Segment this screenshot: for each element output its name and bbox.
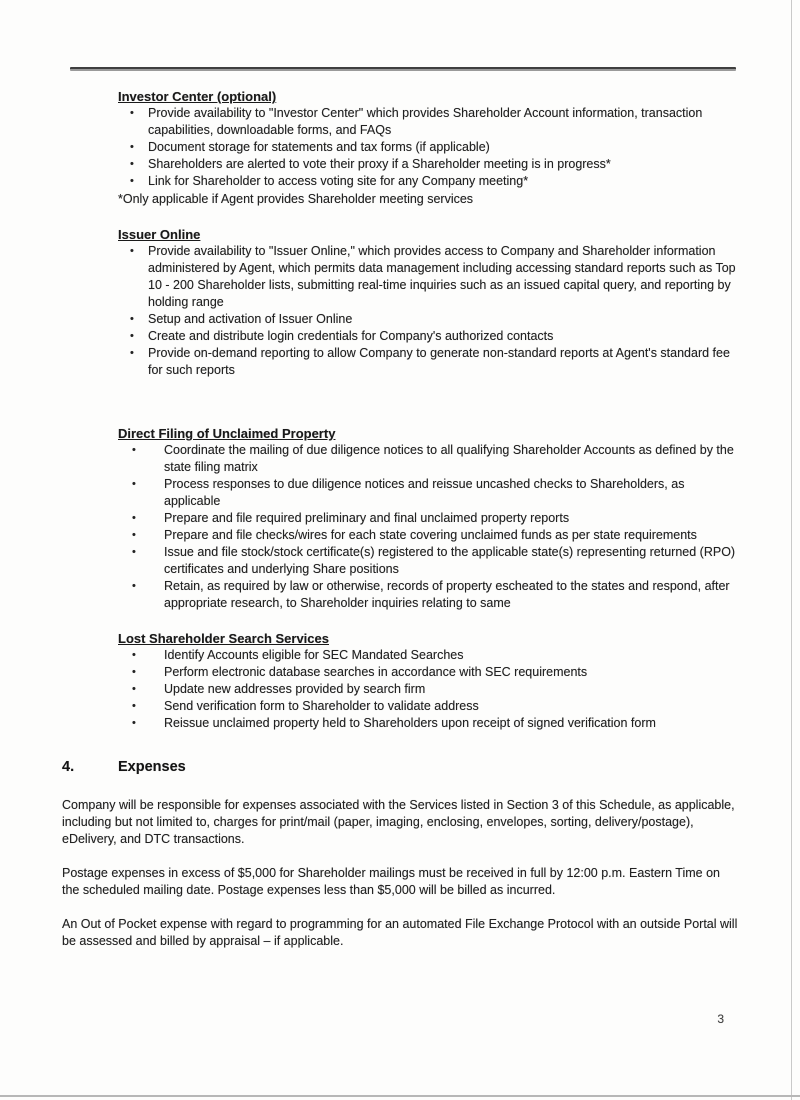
list-item — [118, 173, 737, 190]
bullet-icon: • — [130, 141, 134, 153]
bullet-icon: • — [130, 245, 134, 257]
bullet-icon: • — [132, 649, 136, 661]
list-item — [118, 698, 737, 715]
bullet-list — [118, 243, 737, 379]
bullet-icon: • — [130, 175, 134, 187]
spacer — [62, 612, 738, 630]
list-item — [118, 544, 737, 578]
list-item — [118, 105, 737, 139]
list-item — [118, 476, 737, 510]
list-item — [118, 328, 737, 345]
bullet-icon: • — [132, 717, 136, 729]
section-heading: Issuer Online — [118, 227, 201, 242]
paragraph: An Out of Pocket expense with regard to programming for an automated File Exchange Protocol with an outside Portal will be assessed and billed by appraisal – if applicable. — [62, 917, 738, 948]
spacer — [62, 379, 738, 425]
section-heading: Investor Center (optional) — [118, 89, 277, 104]
paragraph: Postage expenses in excess of $5,000 for Shareholder mailings must be received in full by 12:00 p.m. Eastern Time on the scheduled mailing date. Postage expenses less than $5,000 will be billed as incurred. — [62, 866, 721, 897]
bullet-icon: • — [132, 529, 136, 541]
list-item — [118, 715, 737, 732]
bullet-icon: • — [132, 580, 136, 592]
bullet-text: Shareholders are alerted to vote their proxy if a Shareholder meeting is in progress* — [148, 157, 611, 171]
bullet-text: Process responses to due diligence notices and reissue uncashed checks to Shareholders, as applicable — [164, 477, 685, 508]
list-item — [118, 156, 737, 173]
scan-edge-right — [791, 0, 792, 1100]
bullet-list — [118, 647, 737, 732]
bullet-text: Provide on-demand reporting to allow Company to generate non-standard reports at Agent's standard fee for such reports — [148, 346, 730, 377]
bullet-list — [118, 442, 737, 612]
section-lost-shareholder — [118, 630, 737, 732]
bullet-text: Prepare and file required preliminary and final unclaimed property reports — [164, 511, 570, 525]
bullet-text: Identify Accounts eligible for SEC Mandated Searches — [164, 648, 464, 662]
bullet-text: Coordinate the mailing of due diligence notices to all qualifying Shareholder Accounts as defined by the state filing matrix — [164, 443, 734, 474]
bullet-text: Send verification form to Shareholder to validate address — [164, 699, 479, 713]
bullet-icon: • — [132, 666, 136, 678]
section-footnote: *Only applicable if Agent provides Shareholder meeting services — [118, 192, 474, 206]
expenses-heading — [62, 759, 738, 776]
bullet-text: Update new addresses provided by search firm — [164, 682, 426, 696]
bullet-text: Provide availability to "Investor Center" which provides Shareholder Account information, transaction capabilities, downloadable forms, and FAQs — [148, 106, 703, 137]
list-item — [118, 527, 737, 544]
bullet-icon: • — [132, 512, 136, 524]
bullet-text: Document storage for statements and tax forms (if applicable) — [148, 140, 490, 154]
section-investor-center — [118, 88, 737, 208]
document-content — [62, 88, 738, 967]
bullet-text: Link for Shareholder to access voting site for any Company meeting* — [148, 174, 529, 188]
section-direct-filing — [118, 425, 737, 612]
bullet-text: Prepare and file checks/wires for each state covering unclaimed funds as per state requirements — [164, 528, 697, 542]
expenses-heading-number: 4. — [62, 759, 75, 775]
page-number: 3 — [717, 1012, 724, 1026]
bullet-icon: • — [130, 330, 134, 342]
list-item — [118, 243, 737, 311]
bullet-text: Create and distribute login credentials for Company's authorized contacts — [148, 329, 554, 343]
scan-edge-bottom — [0, 1095, 800, 1097]
list-item — [118, 681, 737, 698]
paragraph: Company will be responsible for expenses associated with the Services listed in Section 3 of this Schedule, as applicable, including but not limited to, charges for print/mail (paper, imaging, enclosing, envelopes, sorting, delivery/postage), eDelivery, and DTC transactions. — [62, 798, 735, 846]
list-item — [118, 442, 737, 476]
list-item — [118, 139, 737, 156]
list-item — [118, 510, 737, 527]
list-item — [118, 311, 737, 328]
section-heading: Direct Filing of Unclaimed Property — [118, 426, 336, 441]
bullet-text: Retain, as required by law or otherwise, records of property escheated to the states and respond, after appropriate research, to Shareholder inquiries relating to same — [164, 579, 730, 610]
section-heading: Lost Shareholder Search Services — [118, 631, 329, 646]
bullet-icon: • — [130, 347, 134, 359]
bullet-icon: • — [130, 313, 134, 325]
spacer — [62, 208, 738, 226]
bullet-text: Reissue unclaimed property held to Shareholders upon receipt of signed verification form — [164, 716, 656, 730]
list-item — [118, 345, 737, 379]
list-item — [118, 578, 737, 612]
bullet-text: Setup and activation of Issuer Online — [148, 312, 353, 326]
expenses-paragraphs — [62, 797, 738, 950]
section-issuer-online — [118, 226, 737, 379]
expenses-heading-title: Expenses — [118, 759, 186, 775]
top-divider-rule — [70, 67, 736, 71]
bullet-icon: • — [130, 107, 134, 119]
bullet-icon: • — [132, 444, 136, 456]
list-item — [118, 664, 737, 681]
bullet-list — [118, 105, 737, 190]
bullet-text: Provide availability to "Issuer Online," which provides access to Company and Shareholder information administered by Agent, which permits data management including accessing standard reports such as Top 10 - 200 Shareholder lists, submitting real-time inquiries such as an issued capital query, and reporting by holding range — [148, 244, 736, 309]
bullet-icon: • — [132, 546, 136, 558]
bullet-icon: • — [132, 700, 136, 712]
list-item — [118, 647, 737, 664]
bullet-icon: • — [132, 478, 136, 490]
bullet-icon: • — [132, 683, 136, 695]
bullet-text: Issue and file stock/stock certificate(s) registered to the applicable state(s) representing returned (RPO) certificates and underlying Share positions — [164, 545, 736, 576]
bullet-text: Perform electronic database searches in accordance with SEC requirements — [164, 665, 588, 679]
bullet-icon: • — [130, 158, 134, 170]
